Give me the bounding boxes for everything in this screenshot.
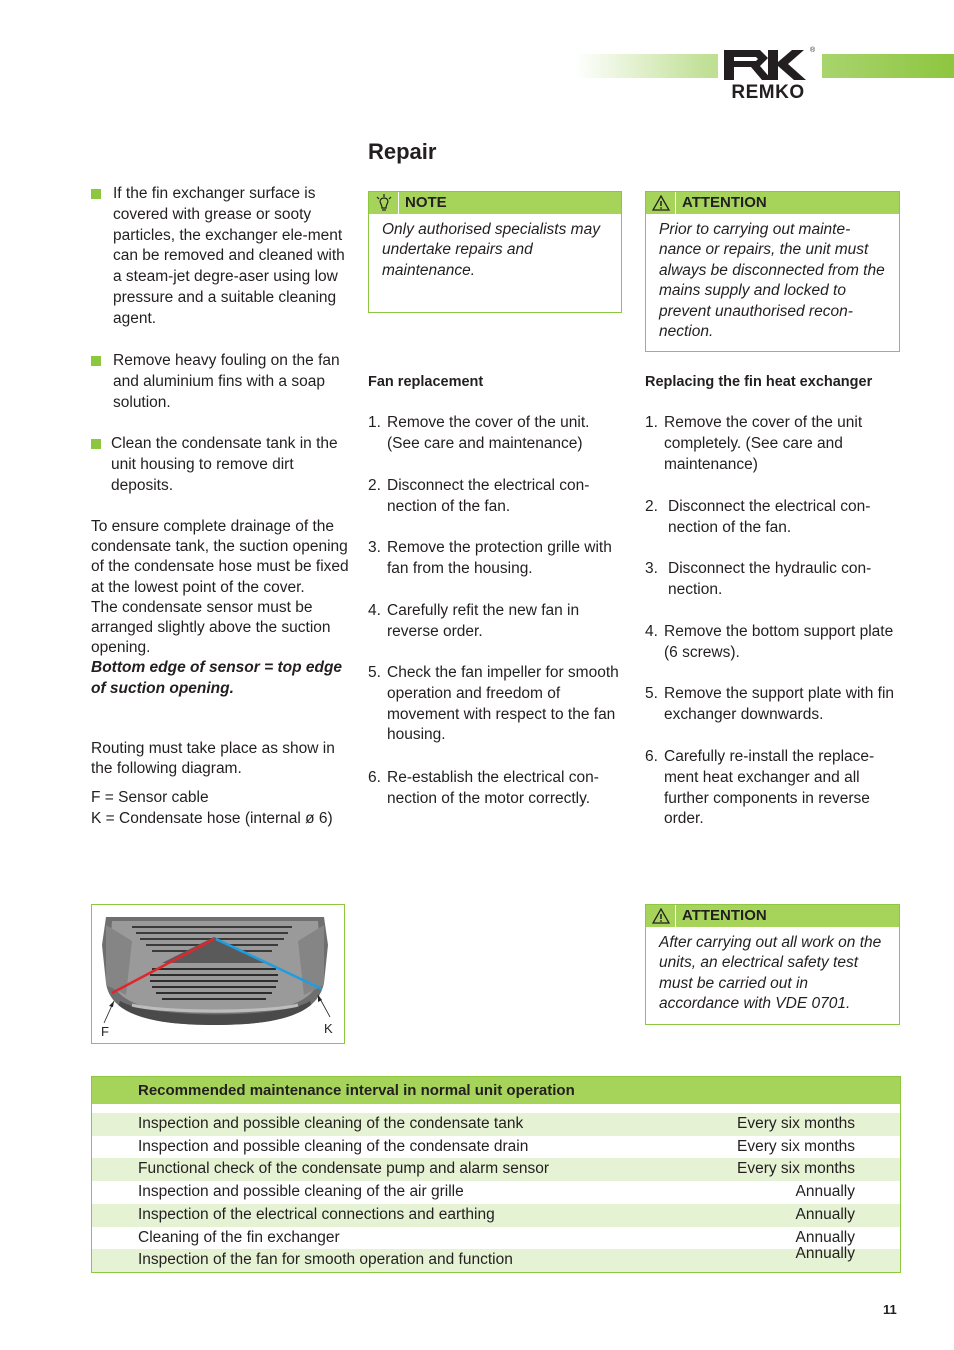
step-item — [645, 622, 896, 664]
bullet-item — [91, 351, 346, 413]
brand-name: REMKO — [731, 82, 805, 103]
figure-label-f: F — [101, 1024, 109, 1039]
step-item — [368, 663, 619, 746]
step-number: 6. — [368, 769, 381, 786]
step-text: Check the fan impeller for smooth operation and freedom of movement with respect to the fan housing. — [387, 664, 619, 744]
legend-f: F = Sensor cable — [91, 789, 209, 806]
step-item — [645, 747, 896, 830]
table-row — [92, 1245, 900, 1272]
maintenance-table — [91, 1076, 901, 1273]
attention-text: Prior to carrying out mainte-nance or repairs, the unit must always be disconnected from the mains supply and locked to prevent unauthorised recon-nection. — [659, 221, 885, 341]
table-cell-task: Inspection of the electrical connections and earthing — [138, 1206, 495, 1223]
step-text: Remove the protection grille with fan from the housing. — [387, 539, 612, 577]
step-text: Disconnect the electrical con-nection of the fan. — [668, 498, 871, 536]
fin-replacement-heading: Replacing the fin heat exchanger — [645, 374, 873, 390]
figure-label-k: K — [324, 1021, 333, 1036]
step-item — [645, 413, 896, 475]
condensate-routing-figure — [91, 904, 345, 1044]
table-cell-task: Inspection and possible cleaning of the condensate tank — [138, 1115, 524, 1132]
sensor-emphasis: Bottom edge of sensor = top edge of suction opening. — [91, 659, 343, 697]
bullet-square-icon — [91, 439, 101, 449]
drainage-paragraph — [91, 517, 353, 699]
table-cell-task: Cleaning of the fin exchanger — [138, 1229, 340, 1246]
table-cell-interval: Annually — [795, 1229, 855, 1246]
step-number: 2. — [368, 477, 381, 494]
step-text: Remove the bottom support plate (6 screws). — [664, 623, 894, 661]
step-number: 4. — [645, 623, 658, 640]
table-cell-task: Inspection of the fan for smooth operation and function — [138, 1251, 513, 1268]
sensor-text: The condensate sensor must be arranged slightly above the suction opening. — [91, 598, 331, 657]
step-item — [368, 413, 619, 455]
note-text: Only authorised specialists may undertake repairs and maintenance. — [382, 221, 600, 279]
step-number: 6. — [645, 748, 658, 765]
legend-k: K = Condensate hose (internal ø 6) — [91, 810, 333, 827]
bullet-square-icon — [91, 356, 101, 366]
table-cell-interval: Annually — [795, 1183, 855, 1200]
step-number: 2. — [645, 498, 658, 515]
table-row — [92, 1113, 900, 1136]
attention-header — [646, 192, 899, 214]
step-number: 5. — [368, 664, 381, 681]
step-number: 3. — [368, 539, 381, 556]
step-text: Carefully refit the new fan in reverse order. — [387, 602, 580, 640]
table-cell-task: Inspection and possible cleaning of the air grille — [138, 1183, 464, 1200]
note-label: NOTE — [405, 193, 447, 211]
step-text: Remove the cover of the unit completely. (See care and maintenance) — [664, 414, 863, 473]
attention-box-maintenance — [645, 191, 900, 352]
bullet-text: Remove heavy fouling on the fan and aluminium fins with a soap solution. — [113, 352, 340, 411]
step-text: Disconnect the hydraulic con-nection. — [668, 560, 872, 598]
table-cell-interval: Annually — [795, 1206, 855, 1223]
note-header — [369, 192, 621, 214]
step-item — [645, 684, 896, 726]
table-row — [92, 1181, 900, 1204]
table-row — [92, 1227, 900, 1250]
attention-box-safety-test — [645, 904, 900, 1025]
step-number: 3. — [645, 560, 658, 577]
step-text: Re-establish the electrical con-nection of the motor correctly. — [387, 769, 599, 807]
step-item — [368, 476, 619, 518]
table-cell-interval: Every six months — [736, 1115, 855, 1132]
table-row — [92, 1136, 900, 1159]
step-number: 1. — [645, 414, 658, 431]
attention-label: ATTENTION — [682, 906, 767, 924]
table-cell-interval: Every six months — [736, 1138, 855, 1155]
bullet-text: Clean the condensate tank in the unit housing to remove dirt deposits. — [111, 435, 338, 494]
drainage-text: To ensure complete drainage of the condensate tank, the suction opening of the condensate hose must be fixed at the lowest point of the cover. — [91, 518, 349, 596]
bullet-item — [91, 184, 346, 330]
step-text: Remove the support plate with fin exchanger downwards. — [664, 685, 895, 723]
step-text: Carefully re-install the replace-ment heat exchanger and all further components in reverse order. — [664, 748, 875, 828]
bullet-square-icon — [91, 189, 101, 199]
svg-text:®: ® — [810, 47, 816, 54]
note-box — [368, 191, 622, 313]
step-number: 5. — [645, 685, 658, 702]
step-text: Disconnect the electrical con-nection of the fan. — [387, 477, 590, 515]
lightbulb-icon — [369, 192, 399, 214]
step-item — [645, 559, 900, 601]
table-cell-interval: Every six months — [736, 1160, 855, 1177]
step-number: 4. — [368, 602, 381, 619]
bullet-item — [91, 434, 346, 496]
attention-header — [646, 905, 899, 927]
table-cell-task: Inspection and possible cleaning of the condensate drain — [138, 1138, 529, 1155]
step-item — [645, 497, 900, 539]
step-item — [368, 538, 619, 580]
page-number: 11 — [883, 1302, 897, 1317]
step-item — [368, 768, 619, 810]
step-item — [368, 601, 619, 643]
warning-triangle-icon — [646, 905, 676, 927]
remko-logo-mark — [718, 44, 822, 84]
table-cell-interval: Annually — [795, 1245, 855, 1262]
remko-logo — [718, 44, 822, 108]
fan-replacement-heading: Fan replacement — [368, 374, 484, 390]
bullet-text: If the fin exchanger surface is covered with grease or sooty particles, the exchanger ele-ment can be removed and cleaned with a steam-jet degre-aser using low pressure and a suitable cleaning agent. — [113, 185, 345, 327]
unit-diagram — [92, 905, 344, 1043]
step-text: Remove the cover of the unit. (See care and maintenance) — [387, 414, 590, 452]
table-cell-task: Functional check of the condensate pump and alarm sensor — [138, 1160, 549, 1177]
attention-text: After carrying out all work on the units, an electrical safety test must be carried out in accordance with VDE 0701. — [659, 934, 882, 1013]
maintenance-table-header: Recommended maintenance interval in normal unit operation — [92, 1077, 900, 1104]
attention-label: ATTENTION — [682, 193, 767, 211]
routing-text: Routing must take place as show in the following diagram. — [91, 740, 335, 778]
warning-triangle-icon — [646, 192, 676, 214]
page-title: Repair — [368, 139, 437, 164]
step-number: 1. — [368, 414, 381, 431]
table-row — [92, 1158, 900, 1181]
table-row — [92, 1204, 900, 1227]
